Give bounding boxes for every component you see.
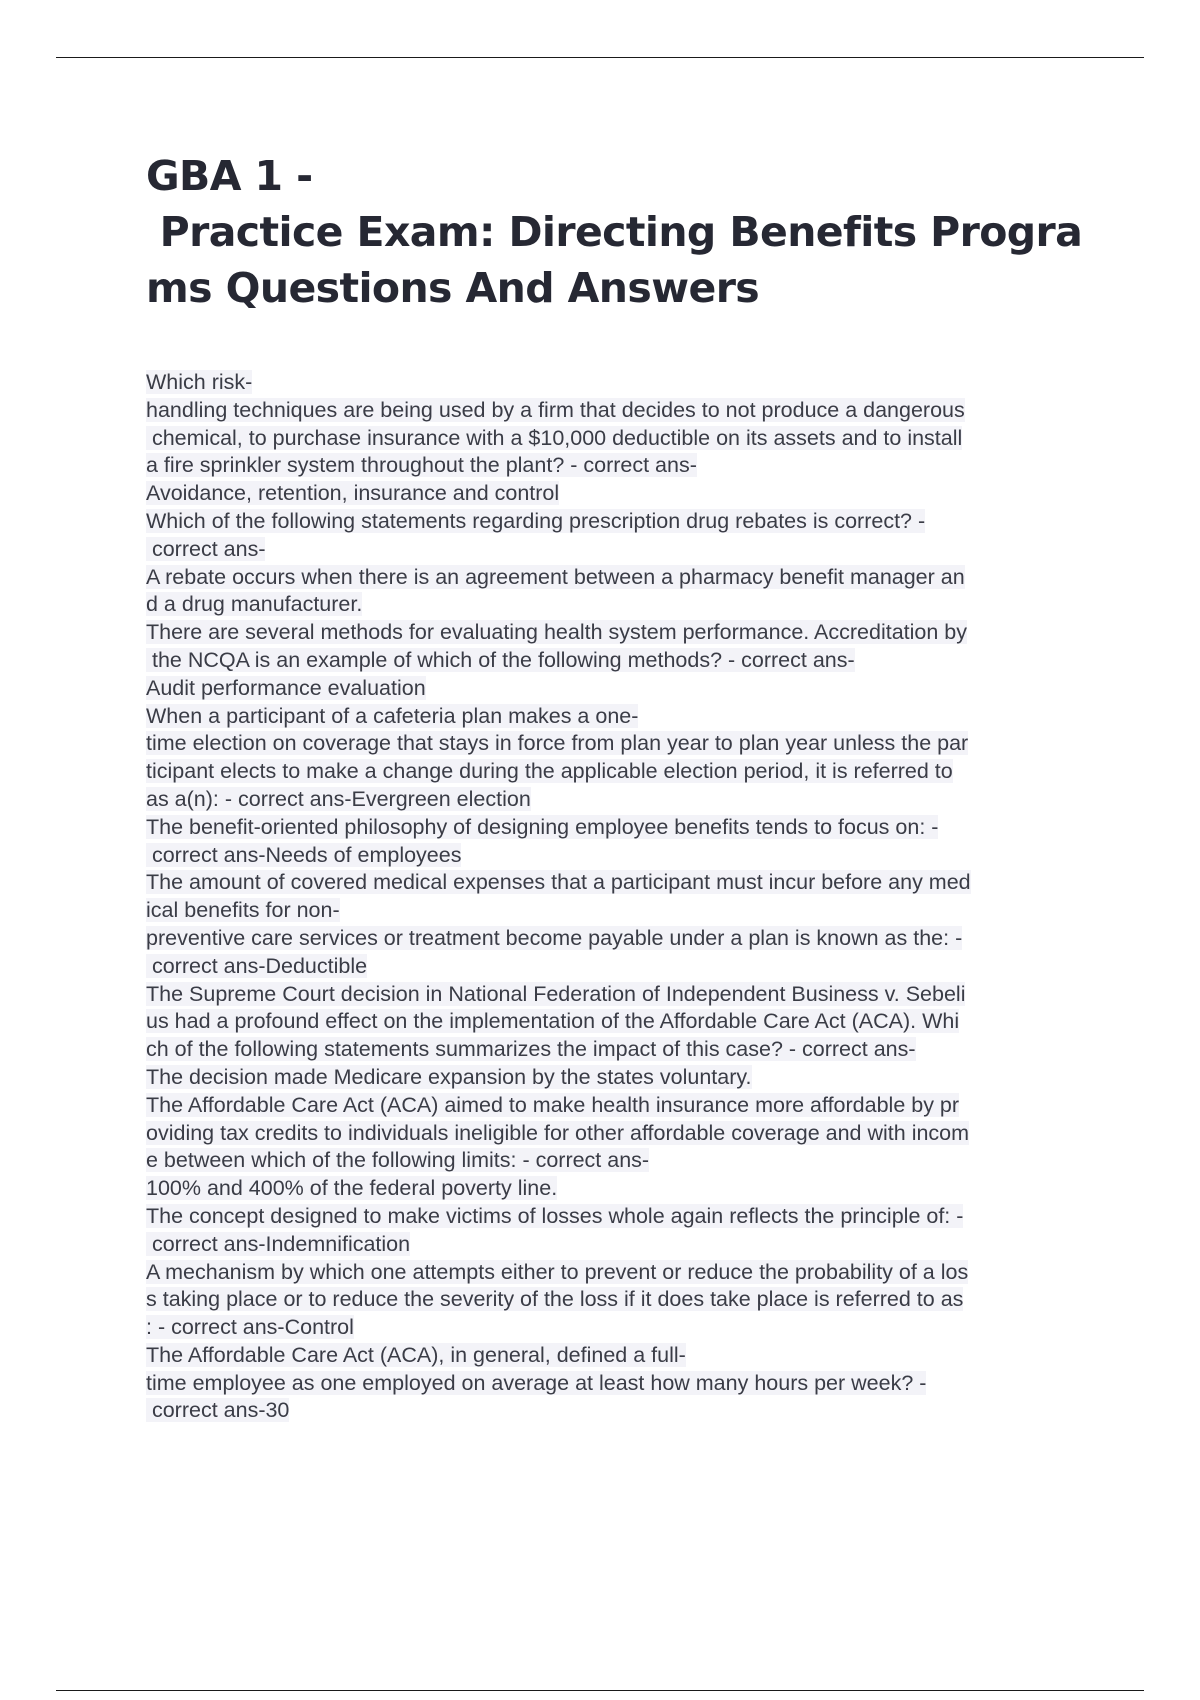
- document-title: [146, 148, 1096, 316]
- text-line: correct ans-: [146, 536, 266, 561]
- text-line: The Affordable Care Act (ACA) aimed to make health insurance more affordable by pr: [146, 1092, 960, 1117]
- text-line: preventive care services or treatment become payable under a plan is known as the: -: [146, 925, 963, 950]
- header-rule: [56, 57, 1144, 58]
- text-line: The benefit-oriented philosophy of designing employee benefits tends to focus on: -: [146, 814, 939, 839]
- text-line: A rebate occurs when there is an agreement between a pharmacy benefit manager an: [146, 564, 965, 589]
- text-line: The concept designed to make victims of losses whole again reflects the principle of: -: [146, 1203, 964, 1228]
- text-line: a fire sprinkler system throughout the plant? - correct ans-: [146, 453, 697, 478]
- text-line: : - correct ans-Control: [146, 1315, 354, 1340]
- text-line: The Affordable Care Act (ACA), in general, defined a full-: [146, 1342, 686, 1367]
- text-line: e between which of the following limits: - correct ans-: [146, 1148, 650, 1173]
- text-line: The amount of covered medical expenses that a participant must incur before any med: [146, 870, 971, 895]
- text-line: Which of the following statements regarding prescription drug rebates is correct? -: [146, 508, 926, 533]
- text-line: The Supreme Court decision in National Federation of Independent Business v. Sebeli: [146, 981, 966, 1006]
- text-line: 100% and 400% of the federal poverty line.: [146, 1176, 558, 1201]
- text-line: correct ans-Needs of employees: [146, 842, 462, 867]
- qa-content: [146, 369, 1106, 1425]
- text-line: ticipant elects to make a change during the applicable election period, it is referred to: [146, 759, 953, 784]
- text-line: Which risk-: [146, 370, 253, 394]
- text-line: the NCQA is an example of which of the following methods? - correct ans-: [146, 647, 855, 672]
- text-line: The decision made Medicare expansion by the states voluntary.: [146, 1064, 752, 1089]
- text-line: correct ans-Deductible: [146, 953, 368, 978]
- text-line: time election on coverage that stays in force from plan year to plan year unless the par: [146, 731, 969, 756]
- text-line: s taking place or to reduce the severity of the loss if it does take place is referred to as: [146, 1287, 964, 1312]
- title-line: GBA 1 -: [146, 152, 313, 200]
- text-line: Avoidance, retention, insurance and control: [146, 481, 560, 506]
- text-line: correct ans-30: [146, 1398, 290, 1423]
- text-line: handling techniques are being used by a firm that decides to not produce a dangerous: [146, 397, 965, 422]
- text-line: Audit performance evaluation: [146, 675, 426, 700]
- text-line: d a drug manufacturer.: [146, 592, 363, 617]
- text-line: There are several methods for evaluating health system performance. Accreditation by: [146, 620, 967, 645]
- text-line: When a participant of a cafeteria plan makes a one-: [146, 703, 639, 728]
- text-line: as a(n): - correct ans-Evergreen election: [146, 786, 531, 811]
- text-line: ical benefits for non-: [146, 898, 340, 923]
- text-line: us had a profound effect on the implementation of the Affordable Care Act (ACA). Whi: [146, 1009, 960, 1034]
- text-line: time employee as one employed on average at least how many hours per week? -: [146, 1370, 927, 1395]
- title-line: Practice Exam: Directing Benefits Progra: [146, 208, 1083, 256]
- text-line: A mechanism by which one attempts either to prevent or reduce the probability of a los: [146, 1259, 969, 1284]
- text-line: chemical, to purchase insurance with a $10,000 deductible on its assets and to install: [146, 425, 963, 450]
- text-line: oviding tax credits to individuals ineligible for other affordable coverage and with incom: [146, 1120, 970, 1145]
- text-line: ch of the following statements summarizes the impact of this case? - correct ans-: [146, 1037, 916, 1062]
- footer-rule: [56, 1690, 1144, 1691]
- title-line: ms Questions And Answers: [146, 264, 760, 312]
- text-line: correct ans-Indemnification: [146, 1231, 411, 1256]
